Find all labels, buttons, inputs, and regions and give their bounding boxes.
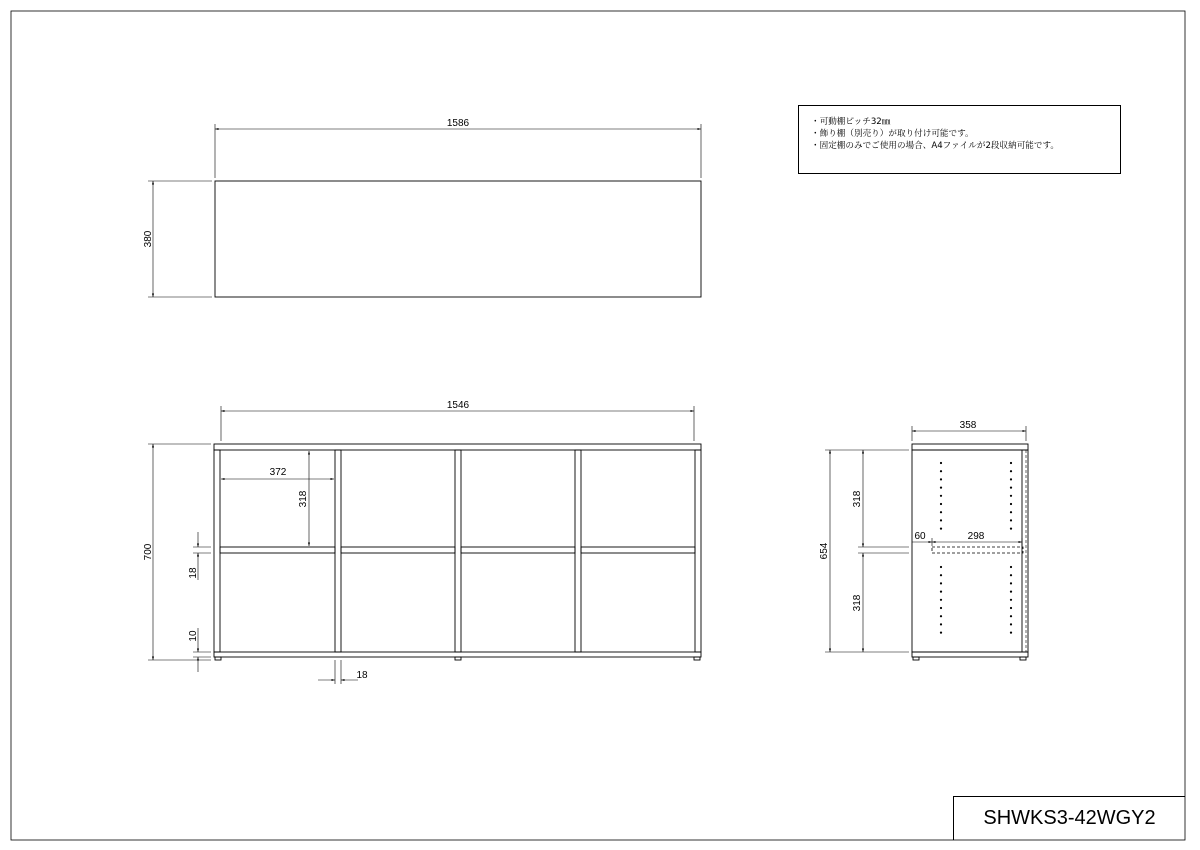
pin-hole	[1010, 623, 1012, 625]
pin-hole	[940, 582, 942, 584]
side-foot-left	[913, 657, 919, 660]
front-foot-right	[694, 657, 700, 660]
front-partition-2	[455, 450, 461, 652]
side-foot-right	[1020, 657, 1026, 660]
side-top-board	[912, 444, 1028, 450]
pin-hole	[1010, 632, 1012, 634]
note-line: ・可動棚ピッチ32㎜	[811, 117, 891, 127]
pin-hole	[940, 607, 942, 609]
front-shelf-2	[341, 547, 455, 553]
base-gap-label: 10	[188, 630, 199, 642]
cell-width-label: 372	[269, 467, 287, 478]
pin-hole	[940, 632, 942, 634]
front-shelf-4	[581, 547, 695, 553]
top-view-outline	[215, 181, 701, 297]
shelf-thickness-label: 18	[188, 567, 199, 579]
side-shelf-depth-label: 298	[967, 531, 985, 542]
pin-hole	[940, 623, 942, 625]
side-offset-label: 60	[914, 531, 926, 542]
front-partition-3	[575, 450, 581, 652]
pin-hole	[1010, 582, 1012, 584]
pin-hole	[1010, 574, 1012, 576]
front-partition-1	[335, 450, 341, 652]
pin-hole	[940, 591, 942, 593]
partition-thickness-label: 18	[356, 670, 368, 681]
pin-hole	[1010, 615, 1012, 617]
front-shelf-3	[461, 547, 575, 553]
pin-hole	[940, 503, 942, 505]
side-shelf-hidden	[932, 547, 1023, 553]
side-depth-label: 358	[959, 420, 977, 431]
front-foot-left	[215, 657, 221, 660]
pin-hole	[1010, 599, 1012, 601]
pin-hole	[940, 462, 942, 464]
pin-hole	[940, 528, 942, 530]
front-foot-center	[455, 657, 461, 660]
front-right-side-panel	[695, 450, 701, 652]
pin-hole	[1010, 591, 1012, 593]
pin-hole	[1010, 503, 1012, 505]
side-height-label: 654	[819, 542, 830, 560]
shelf-pin-holes	[940, 462, 1012, 634]
top-view	[143, 118, 701, 297]
pin-hole	[940, 470, 942, 472]
top-depth-label: 380	[143, 230, 154, 248]
pin-hole	[940, 478, 942, 480]
pin-hole	[1010, 478, 1012, 480]
pin-hole	[940, 599, 942, 601]
front-height-label: 700	[143, 543, 154, 561]
pin-hole	[1010, 462, 1012, 464]
pin-hole	[940, 487, 942, 489]
pin-hole	[1010, 528, 1012, 530]
notes-box	[798, 105, 1121, 174]
front-top-board	[214, 444, 701, 450]
pin-hole	[940, 566, 942, 568]
pin-hole	[1010, 607, 1012, 609]
side-view	[819, 420, 1028, 660]
front-bottom-board	[214, 652, 701, 657]
pin-hole	[940, 574, 942, 576]
pin-hole	[940, 519, 942, 521]
cell-height-label: 318	[298, 490, 309, 508]
top-width-label: 1586	[446, 118, 470, 129]
front-left-side-panel	[214, 450, 220, 652]
side-lower-label: 318	[852, 594, 863, 612]
pin-hole	[1010, 511, 1012, 513]
pin-hole	[1010, 470, 1012, 472]
note-line: ・飾り棚（別売り）が取り付け可能です。	[811, 129, 974, 139]
front-width-label: 1546	[446, 400, 470, 411]
pin-hole	[1010, 566, 1012, 568]
model-number: SHWKS3-42WGY2	[953, 796, 1185, 840]
pin-hole	[1010, 487, 1012, 489]
front-view	[143, 400, 701, 684]
pin-hole	[940, 511, 942, 513]
pin-hole	[1010, 495, 1012, 497]
front-shelf-1	[220, 547, 335, 553]
pin-hole	[940, 495, 942, 497]
note-line: ・固定棚のみでご使用の場合、A4ファイルが2段収納可能です。	[811, 141, 1059, 151]
side-upper-label: 318	[852, 490, 863, 508]
pin-hole	[940, 615, 942, 617]
pin-hole	[1010, 519, 1012, 521]
side-bottom-board	[912, 652, 1028, 657]
